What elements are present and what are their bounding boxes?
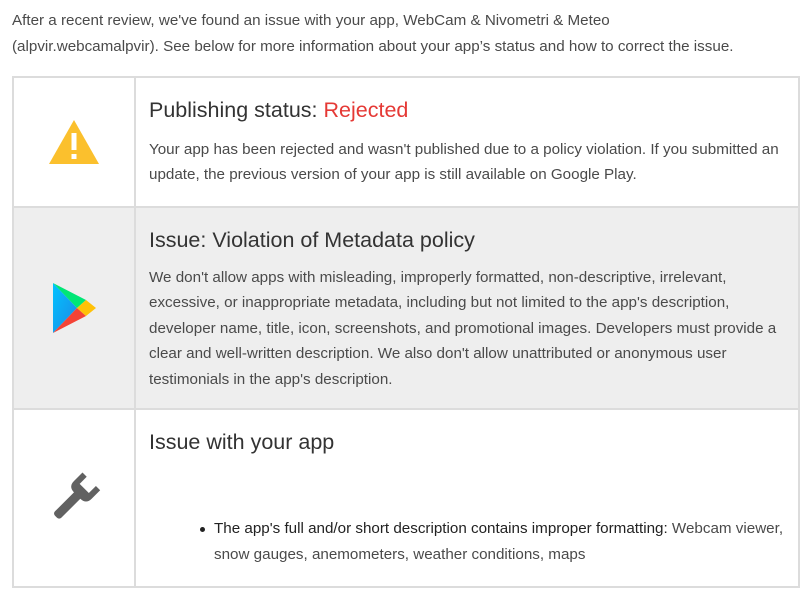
intro-line-2: (alpvir.webcamalpvir). See below for more information about your app’s status and how to correct the issue. bbox=[12, 38, 734, 55]
intro-line-1: After a recent review, we've found an issue with your app, WebCam & Nivometri & Meteo bbox=[12, 12, 610, 29]
publishing-status-title bbox=[149, 98, 408, 123]
wrench-icon bbox=[46, 470, 102, 526]
intro-text bbox=[12, 8, 802, 60]
bullet-icon bbox=[200, 527, 205, 532]
policy-table bbox=[12, 76, 800, 588]
publishing-status-content bbox=[149, 78, 790, 206]
list-item-detail: Webcam viewer, snow gauges, anemometers, weather conditions, maps bbox=[214, 520, 784, 563]
google-play-icon bbox=[50, 281, 98, 335]
app-issue-content bbox=[149, 410, 790, 586]
list-item bbox=[214, 516, 790, 568]
warning-icon bbox=[47, 118, 101, 166]
publishing-status-icon-cell bbox=[14, 78, 136, 206]
policy-violation-body: We don't allow apps with misleading, improperly formatted, non-descriptive, irrelevant, excessive, or inappropriate metadata, including but not limited to the app's description, developer name, title, icon, screenshots, and promotional images. Developers must provide a clear and well-written description. We also don't allow unattributed or anonymous user testimonials in the app's description. bbox=[149, 269, 777, 388]
list-item-lead: The app's full and/or short description contains improper formatting: bbox=[214, 520, 672, 537]
app-issue-icon-cell bbox=[14, 410, 136, 586]
policy-violation-icon-cell bbox=[14, 208, 136, 408]
app-issue-title: Issue with your app bbox=[149, 430, 335, 454]
app-issue-list bbox=[214, 516, 790, 568]
publishing-status-value: Rejected bbox=[323, 98, 409, 122]
publishing-status-label: Publishing status: bbox=[149, 98, 324, 122]
app-issue-row bbox=[14, 410, 798, 586]
policy-violation-title: Issue: Violation of Metadata policy bbox=[149, 228, 475, 252]
publishing-status-row bbox=[14, 78, 798, 208]
policy-violation-row bbox=[14, 208, 798, 410]
policy-violation-content bbox=[149, 208, 790, 408]
publishing-status-body: Your app has been rejected and wasn't published due to a policy violation. If you submitted an update, the previous version of your app is still available on Google Play. bbox=[149, 141, 779, 184]
